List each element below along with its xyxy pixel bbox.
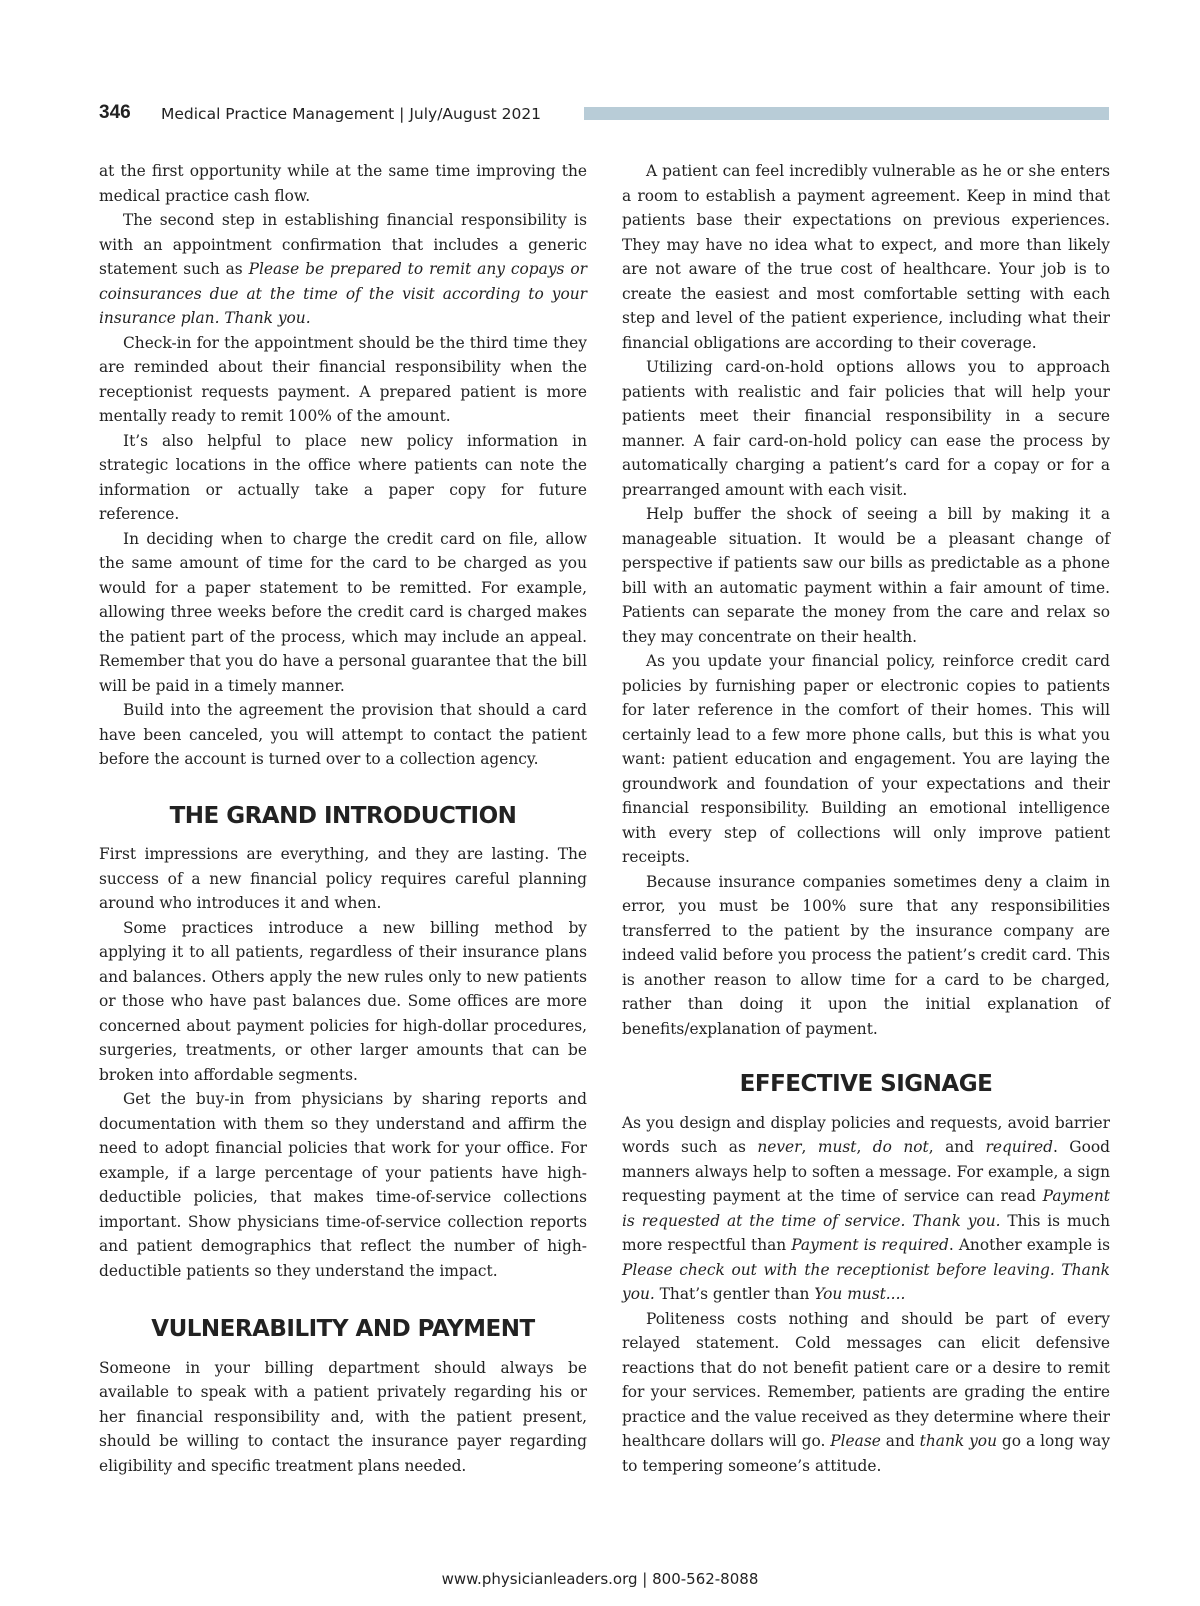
left-column — [99, 159, 587, 1478]
paragraph: Build into the agreement the provision that should a card have been canceled, you will attempt to contact the patient before the account is turned over to a collection agency. — [99, 701, 587, 768]
paragraph: The second step in establishing financial responsibility is with an appointment confirmation that includes a generic statement such as Please be prepared to remit any copays or coinsurances due at the time of the visit according to your insurance plan. Thank you. — [99, 211, 587, 327]
right-column — [622, 159, 1110, 1478]
paragraph: It’s also helpful to place new policy information in strategic locations in the office where patients can note the information or actually take a paper copy for future reference. — [99, 431, 587, 523]
section-heading-vulnerability: VULNERABILITY AND PAYMENT — [151, 1316, 535, 1342]
page-number: 346 — [99, 102, 131, 123]
paragraph: Because insurance companies sometimes deny a claim in error, you must be 100% sure that any responsibilities transferred to the patient by the insurance company are indeed valid before you process the patient’s credit card. This is another reason to allow time for a card to be charged, rather than doing it upon the initial explanation of benefits/explanation of payment. — [622, 872, 1110, 1038]
paragraph: First impressions are everything, and they are lasting. The success of a new financial policy requires careful planning around who introduces it and when. — [99, 845, 587, 912]
paragraph: Politeness costs nothing and should be part of every relayed statement. Cold messages can elicit defensive reactions that do not benefit patient care or a desire to remit for your services. Remember, patients are grading the entire practice and the value received as they determine where their healthcare dollars will go. Please and thank you go a long way to tempering someone’s attitude. — [622, 1309, 1111, 1475]
section-heading-grand-introduction: THE GRAND INTRODUCTION — [169, 802, 517, 829]
paragraph: Get the buy-in from physicians by sharing reports and documentation with them so they understand and affirm the need to adopt financial policies that work for your office. For example, if a large percentage of your patients have high-deductible policies, that makes time-of-service collections important. Show physicians time-of-service collection reports and patient demographics that reflect the number of high-deductible patients so they understand the impact. — [99, 1090, 587, 1280]
journal-title: Medical Practice Management | July/August 2021 — [161, 105, 542, 123]
paragraph: Someone in your billing department should always be available to speak with a patient privately regarding his or her financial responsibility and, with the patient present, should be willing to contact the insurance payer regarding eligibility and specific treatment plans needed. — [99, 1358, 587, 1475]
paragraph: at the first opportunity while at the same time improving the medical practice cash flow. — [99, 162, 587, 205]
paragraph: In deciding when to charge the credit card on file, allow the same amount of time for the card to be charged as you would for a paper statement to be remitted. For example, allowing three weeks before the credit card is charged makes the patient part of the process, which may include an appeal. Remember that you do have a personal guarantee that the bill will be paid in a timely manner. — [99, 529, 587, 695]
header-accent-bar — [584, 107, 1109, 120]
paragraph: Some practices introduce a new billing method by applying it to all patients, regardless of their insurance plans and balances. Others apply the new rules only to new patients or those who have past balances due. Some offices are more concerned about payment policies for high-dollar procedures, surgeries, treatments, or other larger amounts that can be broken into affordable segments. — [99, 918, 587, 1084]
paragraph: Check-in for the appointment should be the third time they are reminded about their financial responsibility when the receptionist requests payment. A prepared patient is more mentally ready to remit 100% of the amount. — [99, 333, 587, 425]
page-footer: www.physicianleaders.org | 800-562-8088 — [441, 1570, 759, 1588]
paragraph: Utilizing card-on-hold options allows you to approach patients with realistic and fair policies that will help your patients meet their financial responsibility in a secure manner. A fair card-on-hold policy can ease the process by automatically charging a patient’s card for a copay or for a prearranged amount with each visit. — [622, 358, 1110, 499]
paragraph: As you update your financial policy, reinforce credit card policies by furnishing paper or electronic copies to patients for later reference in the comfort of their homes. This will certainly lead to a few more phone calls, but this is what you want: patient education and engagement. You are laying the groundwork and foundation of your expectations and their financial responsibility. Building an emotional intelligence with every step of collections will only improve patient receipts. — [622, 652, 1110, 866]
paragraph: As you design and display policies and requests, avoid barrier words such as never, must, do not, and required. Good manners always help to soften a message. For example, a sign requesting payment at the time of service can read Payment is requested at the time of service. Thank you. This is much more respectful than Payment is required. Another example is Please check out with the receptionist before leaving. Thank you. That’s gentler than You must.... — [622, 1113, 1110, 1303]
page-header — [99, 100, 1109, 126]
paragraph: Help buffer the shock of seeing a bill by making it a manageable situation. It would be a pleasant change of perspective if patients saw our bills as predictable as a phone bill with an automatic payment within a fair amount of time. Patients can separate the money from the care and relax so they may concentrate on their health. — [622, 505, 1110, 646]
paragraph: A patient can feel incredibly vulnerable as he or she enters a room to establish a payment agreement. Keep in mind that patients base their expectations on previous experiences. They may have no idea what to expect, and more than likely are not aware of the true cost of healthcare. Your job is to create the easiest and most comfortable setting with each step and level of the patient experience, including what their financial obligations are according to their coverage. — [622, 162, 1110, 352]
section-heading-effective-signage: EFFECTIVE SIGNAGE — [739, 1071, 993, 1097]
